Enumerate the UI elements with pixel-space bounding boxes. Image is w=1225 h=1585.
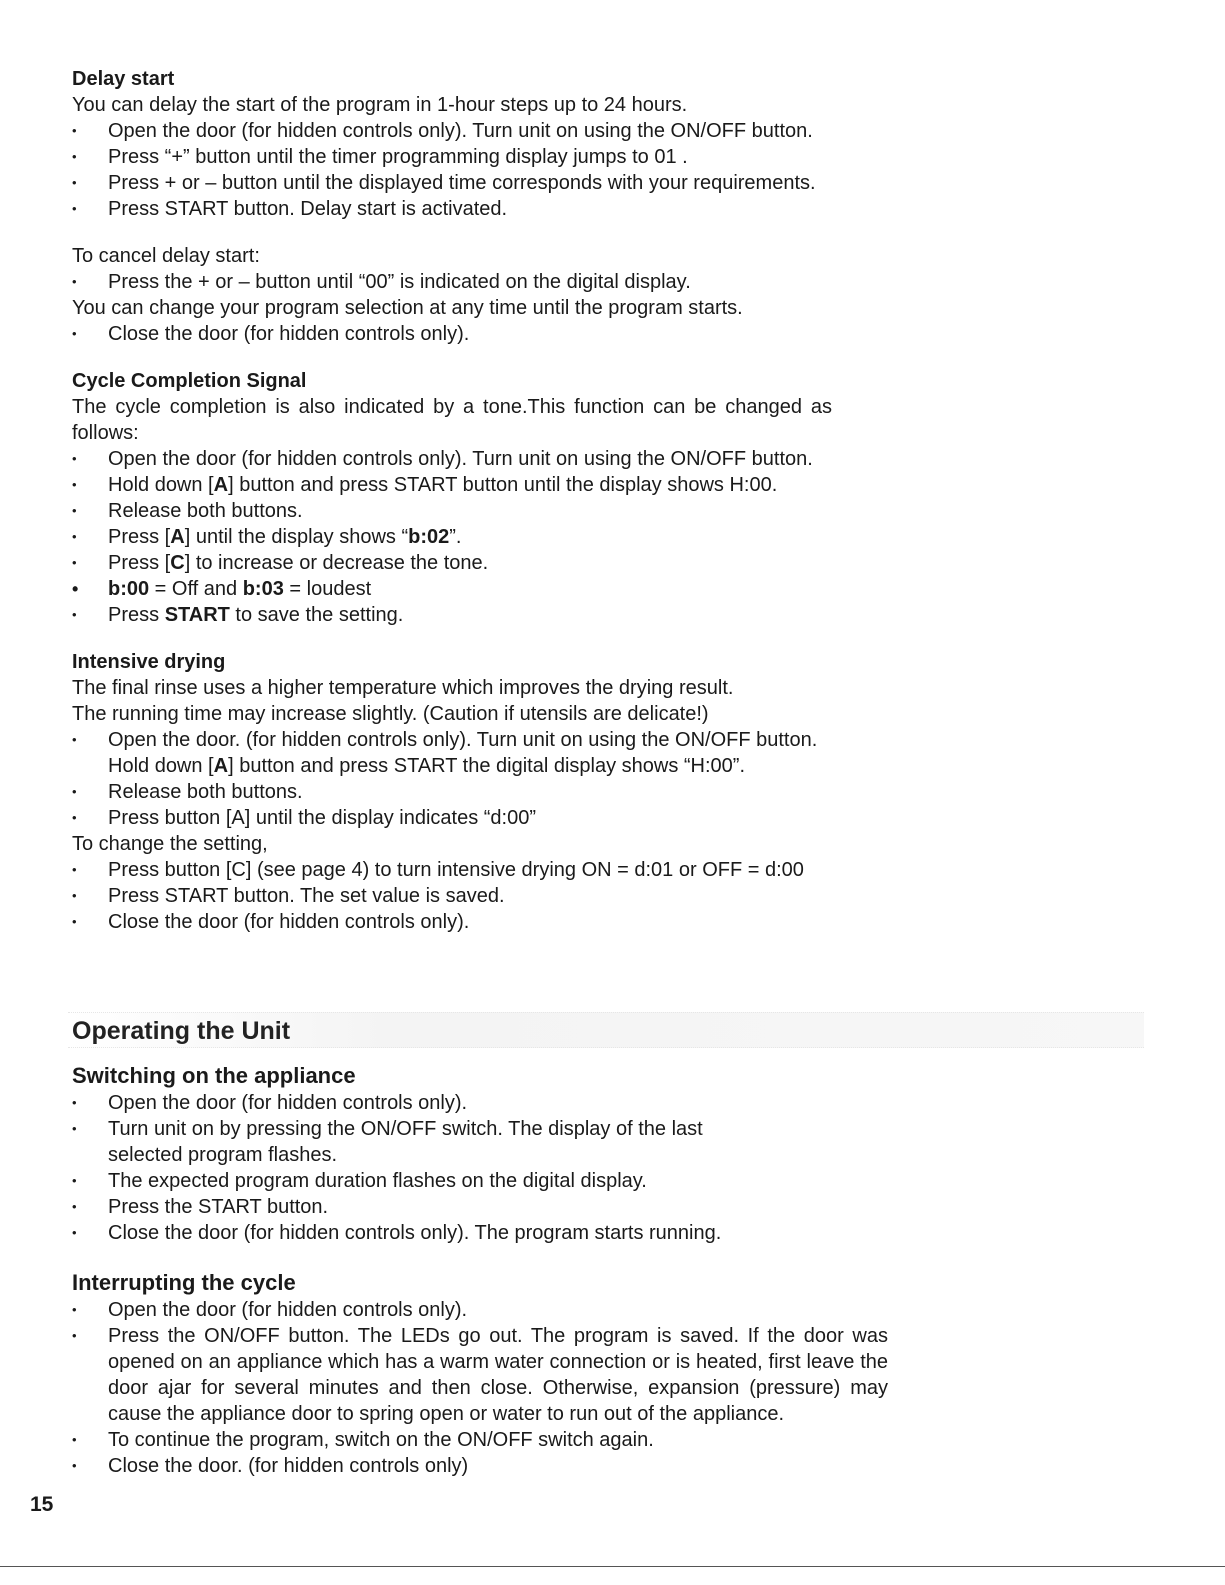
display-code: b:02 bbox=[408, 526, 450, 548]
list-item: • Release both buttons. bbox=[72, 779, 1152, 805]
list-item: • Press button [C] (see page 4) to turn intensive drying ON = d:01 or OFF = d:00 bbox=[72, 857, 1152, 883]
operating-unit-title: Operating the Unit bbox=[72, 1017, 291, 1045]
delay-start-section bbox=[72, 66, 1152, 347]
key-label: START bbox=[164, 604, 230, 626]
list-item: • Close the door (for hidden controls only). bbox=[72, 909, 1152, 935]
delay-start-title: Delay start bbox=[72, 68, 175, 90]
cycle-signal-intro-1: The cycle completion is also indicated by a tone.This function can be changed as bbox=[72, 396, 832, 418]
switching-on-title: Switching on the appliance bbox=[72, 1063, 356, 1088]
cycle-signal-intro-2: follows: bbox=[72, 422, 139, 444]
key-label: A bbox=[213, 755, 229, 777]
list-item: • Press button [A] until the display indicates “d:00” bbox=[72, 805, 1152, 831]
list-item bbox=[72, 576, 1152, 602]
cycle-signal-steps bbox=[72, 446, 1152, 628]
switching-on-steps bbox=[72, 1090, 892, 1246]
intensive-drying-title: Intensive drying bbox=[72, 651, 226, 673]
interrupting-title: Interrupting the cycle bbox=[72, 1270, 296, 1295]
list-item bbox=[72, 602, 1152, 628]
text: = loudest bbox=[283, 578, 372, 600]
page-number: 15 bbox=[30, 1493, 54, 1516]
list-item: • Press START button. Delay start is activated. bbox=[72, 196, 1152, 222]
text: ”. bbox=[449, 526, 462, 548]
delay-start-intro: You can delay the start of the program in 1-hour steps up to 24 hours. bbox=[72, 94, 688, 116]
manual-page bbox=[72, 66, 1152, 935]
display-code: b:00 bbox=[108, 578, 150, 600]
cancel-delay-heading: To cancel delay start: bbox=[72, 245, 260, 267]
list-item: • Open the door (for hidden controls only). bbox=[72, 1297, 892, 1323]
close-door-steps bbox=[72, 321, 1152, 347]
text: ] to increase or decrease the tone. bbox=[184, 552, 489, 574]
list-item: • Press the START button. bbox=[72, 1194, 892, 1220]
delay-start-steps bbox=[72, 118, 1152, 222]
change-setting-steps bbox=[72, 857, 1152, 935]
change-setting-heading: To change the setting, bbox=[72, 833, 268, 855]
interrupting-steps bbox=[72, 1297, 892, 1479]
display-code: b:03 bbox=[242, 578, 284, 600]
cancel-steps bbox=[72, 269, 1152, 295]
cycle-signal-title: Cycle Completion Signal bbox=[72, 370, 307, 392]
list-item: • The expected program duration flashes on the digital display. bbox=[72, 1168, 892, 1194]
intensive-drying-steps bbox=[72, 727, 1152, 831]
list-item: • Close the door (for hidden controls only). bbox=[72, 321, 1152, 347]
list-item: • Release both buttons. bbox=[72, 498, 1152, 524]
list-item: • Press the + or – button until “00” is indicated on the digital display. bbox=[72, 269, 1152, 295]
list-item: • To continue the program, switch on the ON/OFF switch again. bbox=[72, 1427, 892, 1453]
intensive-drying-section bbox=[72, 649, 1152, 935]
key-label: A bbox=[170, 526, 185, 548]
list-item: • Close the door. (for hidden controls only) bbox=[72, 1453, 892, 1479]
page-bottom-rule bbox=[0, 1566, 1225, 1567]
interrupting-section bbox=[72, 1269, 892, 1479]
intensive-drying-line-1: The final rinse uses a higher temperature which improves the drying result. bbox=[72, 677, 734, 699]
text: ] button and press START button until the display shows H:00. bbox=[228, 474, 778, 496]
change-selection-note: You can change your program selection at any time until the program starts. bbox=[72, 297, 743, 319]
list-item: • Open the door (for hidden controls only). bbox=[72, 1090, 892, 1116]
text: Press bbox=[108, 604, 165, 626]
list-item: • Press + or – button until the displayed time corresponds with your requirements. bbox=[72, 170, 1152, 196]
list-item bbox=[72, 524, 1152, 550]
list-item bbox=[72, 727, 1152, 779]
list-item: • Press the ON/OFF button. The LEDs go out. The program is saved. If the door was opened on an appliance which has a warm water connection or is heated, first leave the door ajar for several minutes and then close. Otherwise, expansion (pressure) may cause the appliance door to spring open or water to run out of the appliance. bbox=[72, 1323, 888, 1427]
text: Hold down [ bbox=[108, 755, 214, 777]
text: ] until the display shows “ bbox=[184, 526, 409, 548]
cycle-signal-section bbox=[72, 368, 1152, 628]
list-item: • Close the door (for hidden controls only). The program starts running. bbox=[72, 1220, 892, 1246]
text: to save the setting. bbox=[229, 604, 404, 626]
text: ] button and press START the digital display shows “H:00”. bbox=[228, 755, 746, 777]
list-item: • Open the door (for hidden controls only). Turn unit on using the ON/OFF button. bbox=[72, 446, 1152, 472]
key-label: C bbox=[170, 552, 185, 574]
list-item bbox=[72, 550, 1152, 576]
list-item: • Press START button. The set value is saved. bbox=[72, 883, 1152, 909]
text: Hold down [ bbox=[108, 474, 214, 496]
switching-on-section bbox=[72, 1062, 892, 1246]
list-item: • Open the door (for hidden controls only). Turn unit on using the ON/OFF button. bbox=[72, 118, 1152, 144]
intensive-drying-line-2: The running time may increase slightly. (Caution if utensils are delicate!) bbox=[72, 703, 709, 725]
text: = Off and bbox=[149, 578, 243, 600]
list-item bbox=[72, 472, 1152, 498]
text: Press [ bbox=[108, 552, 171, 574]
list-item: • Press “+” button until the timer programming display jumps to 01 . bbox=[72, 144, 1152, 170]
text: Press [ bbox=[108, 526, 171, 548]
text: Open the door. (for hidden controls only). Turn unit on using the ON/OFF button. bbox=[108, 729, 818, 751]
list-item: • Turn unit on by pressing the ON/OFF switch. The display of the last selected program flashes. bbox=[72, 1116, 758, 1168]
key-label: A bbox=[213, 474, 229, 496]
